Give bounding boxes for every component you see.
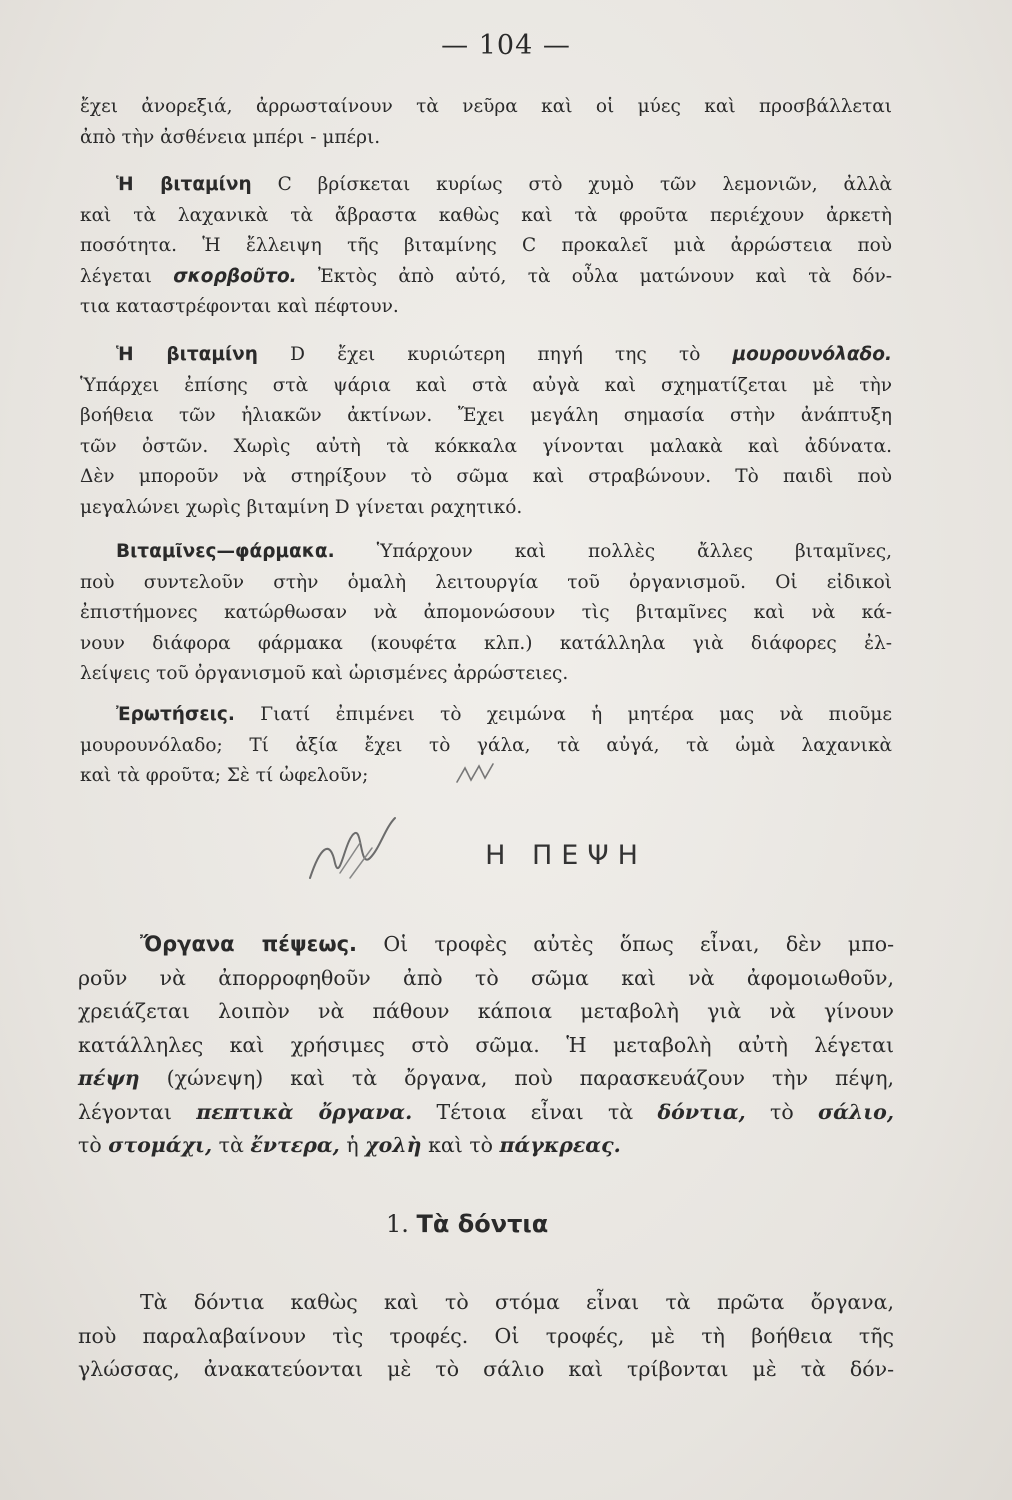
page-number: — 104 — <box>441 30 571 61</box>
term-digestion: πέψη <box>78 1066 140 1090</box>
text-line: Ὑπάρχει ἐπίσης στὰ ψάρια καὶ στὰ αὐγὰ καὶ σχηματίζεται μὲ τὴν <box>80 374 892 396</box>
paragraph-vitamin-d <box>80 340 892 523</box>
text-run: Γιατί ἐπιμένει τὸ χειμώνα ἡ μητέρα μας νὰ πιοῦμε <box>234 704 892 725</box>
text-run: λέγονται <box>78 1099 197 1124</box>
text-line <box>80 340 892 371</box>
text-line: ποσότητα. Ἡ ἔλλειψη τῆς βιταμίνης C προκαλεῖ μιὰ ἀρρώστεια ποὺ <box>80 235 892 256</box>
text-line <box>80 262 892 293</box>
text-run: Ὑπάρχουν καὶ πολλὲς ἄλλες βιταμῖνες, <box>334 541 892 562</box>
term-cod-liver-oil: μουρουνόλαδο. <box>732 344 892 365</box>
text-line: Δὲν μποροῦν νὰ στηρίξουν τὸ σῶμα καὶ στραβώνουν. Τὸ παιδὶ ποὺ <box>80 466 892 487</box>
text-run: καὶ τὸ <box>421 1133 500 1157</box>
text-run: C βρίσκεται κυρίως στὸ χυμὸ τῶν λεμονιῶν, ἀλλὰ <box>251 174 892 195</box>
text-line: κατάλληλες καὶ χρήσιμες στὸ σῶμα. Ἡ μεταβολὴ αὐτὴ λέγεται <box>78 1032 894 1057</box>
text-line <box>78 1062 894 1096</box>
text-line: ἔχει ἀνορεξιά, ἀρρωσταίνουν τὰ νεῦρα καὶ οἱ μύες καὶ προσβάλλεται <box>80 96 892 117</box>
text-line <box>80 700 892 731</box>
text-line: τια καταστρέφονται καὶ πέφτουν. <box>80 296 399 317</box>
text-line: ροῦν νὰ ἀπορροφηθοῦν ἀπὸ τὸ σῶμα καὶ νὰ ἀφομοιωθοῦν, <box>78 965 894 990</box>
term-saliva: σάλιο, <box>818 1099 894 1124</box>
text-line: γλώσσας, ἀνακατεύονται μὲ τὸ σάλιο καὶ τρίβονται μὲ τὰ δόν- <box>78 1357 894 1381</box>
text-line: ἀπὸ τὴν ἀσθένεια μπέρι - μπέρι. <box>80 126 381 148</box>
text-line <box>80 170 892 201</box>
text-line: μεγαλώνει χωρὶς βιταμίνη D γίνεται ραχητικό. <box>80 496 523 518</box>
text-line <box>78 928 894 962</box>
vitamin-d-heading: Ἡ βιταμίνη <box>116 344 258 365</box>
term-pancreas: πάγκρεας. <box>499 1133 621 1157</box>
term-intestines: ἔντερα, <box>250 1133 340 1157</box>
text-line <box>78 1096 894 1130</box>
text-line <box>78 1129 894 1163</box>
term-digestive: πεπτικὰ <box>196 1099 294 1124</box>
section-heading <box>386 1210 548 1238</box>
medicines-heading: Βιταμῖνες—φάρμακα. <box>116 541 335 562</box>
text-line: λείψεις τοῦ ὀργανισμοῦ καὶ ὡρισμένες ἀρρώστειες. <box>80 663 569 684</box>
term-bile: χολὴ <box>365 1133 422 1157</box>
text-run: τὸ <box>745 1099 818 1124</box>
text-line: νουν διάφορα φάρμακα (κουφέτα κλπ.) κατάλληλα γιὰ διάφορες ἐλ- <box>80 632 892 654</box>
term-stomach: στομάχι, <box>108 1133 213 1157</box>
paragraph-vitamin-medicines <box>80 537 892 690</box>
term-organs: ὄργανα. <box>293 1099 413 1124</box>
text-run: ἡ <box>339 1133 366 1157</box>
text-run: τὸ <box>78 1133 109 1157</box>
section-number: 1. <box>386 1210 409 1238</box>
text-run: D ἔχει κυριώτερη πηγή της τὸ <box>257 344 733 365</box>
text-line: καὶ τὰ φροῦτα; Σὲ τί ὠφελοῦν; <box>80 765 369 786</box>
section-title: Τὰ δόντια <box>416 1210 549 1238</box>
text-line: καὶ τὰ λαχανικὰ τὰ ἄβραστα καθὼς καὶ τὰ φροῦτα περιέχουν ἀρκετὴ <box>80 204 892 226</box>
term-scurvy: σκορβοῦτο. <box>173 265 297 287</box>
text-run: Ἐκτὸς ἀπὸ αὐτό, τὰ οὖλα ματώνουν καὶ τὰ δόν- <box>296 265 892 287</box>
handwritten-mark-icon <box>455 762 495 788</box>
text-line: ἐπιστήμονες κατώρθωσαν νὰ ἀπομονώσουν τὶς βιταμῖνες καὶ νὰ κά- <box>80 602 892 623</box>
text-line: βοήθεια τῶν ἡλιακῶν ἀκτίνων. Ἔχει μεγάλη σημασία στὴν ἀνάπτυξη <box>80 405 892 426</box>
text-run: Οἱ τροφὲς αὐτὲς ὅπως εἶναι, δὲν μπο- <box>357 932 894 956</box>
text-line: χρειάζεται λοιπὸν νὰ πάθουν κάποια μεταβολὴ γιὰ νὰ γίνουν <box>78 999 894 1023</box>
term-teeth: δόντια, <box>657 1099 746 1124</box>
chapter-title-text: Η ΠΕΨΗ <box>485 840 647 871</box>
vitamin-c-heading: Ἡ βιταμίνη <box>116 174 252 195</box>
paragraph-organs-of-digestion <box>78 928 894 1163</box>
text-run: τὰ <box>212 1133 251 1157</box>
paragraph-teeth <box>78 1286 894 1387</box>
text-run: Τέτοια εἶναι τὰ <box>412 1099 658 1124</box>
questions-heading: Ἐρωτήσεις. <box>116 704 235 725</box>
paragraph-intro <box>80 92 892 153</box>
chapter-title <box>0 840 1012 871</box>
text-line <box>80 537 892 568</box>
text-line: Τὰ δόντια καθὼς καὶ τὸ στόμα εἶναι τὰ πρῶτα ὄργανα, <box>140 1290 894 1314</box>
text-run: (χώνεψη) καὶ τὰ ὄργανα, ποὺ παρασκευάζουν τὴν πέψη, <box>139 1066 894 1090</box>
text-line: ποὺ παραλαβαίνουν τὶς τροφές. Οἱ τροφές, μὲ τὴ βοήθεια τῆς <box>78 1323 894 1348</box>
text-run: λέγεται <box>80 265 174 287</box>
text-line: ποὺ συντελοῦν στὴν ὁμαλὴ λειτουργία τοῦ ὀργανισμοῦ. Οἱ εἰδικοὶ <box>80 571 892 593</box>
text-line: μουρουνόλαδο; Τί ἀξία ἔχει τὸ γάλα, τὰ αὐγά, τὰ ὠμὰ λαχανικὰ <box>80 734 892 756</box>
organs-heading: Ὄργανα πέψεως. <box>140 932 358 956</box>
text-line: τῶν ὀστῶν. Χωρὶς αὐτὴ τὰ κόκκαλα γίνονται μαλακὰ καὶ ἀδύνατα. <box>80 435 892 457</box>
paragraph-vitamin-c <box>80 170 892 323</box>
